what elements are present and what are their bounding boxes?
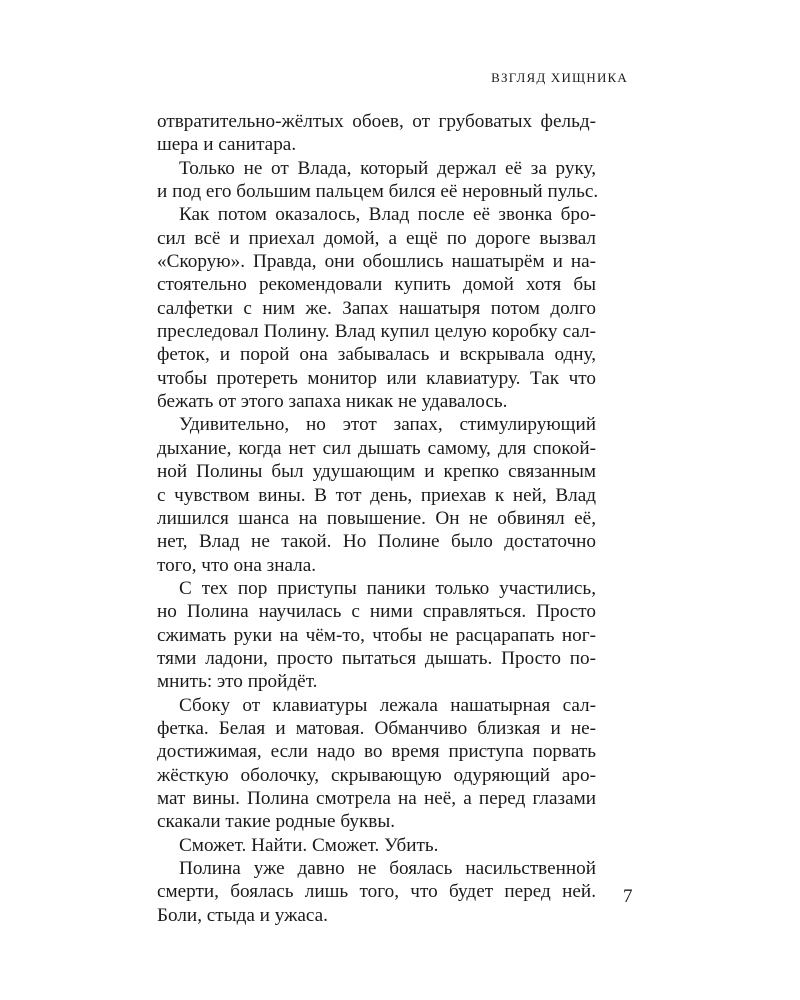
paragraph	[157, 577, 596, 694]
text-line: скакали такие родные буквы.	[157, 811, 396, 833]
text-line: сжимать руки на чём-то, чтобы не расцарапать ног-	[157, 624, 596, 646]
paragraph	[157, 110, 596, 157]
text-line: дыхание, когда нет сил дышать самому, для спокой-	[157, 437, 596, 459]
text-line: преследовал Полину. Влад купил целую коробку сал-	[157, 321, 596, 343]
text-line: Боли, стыда и ужаса.	[157, 904, 328, 926]
paragraph	[157, 157, 599, 204]
paragraph	[157, 857, 596, 927]
text-line: с чувством вины. В тот день, приехав к ней, Влад	[157, 484, 596, 506]
text-line: тями ладони, просто пытаться дышать. Просто по-	[157, 647, 596, 669]
text-line: того, что она знала.	[157, 554, 317, 576]
text-line: мнить: это пройдёт.	[157, 671, 318, 693]
text-line: достижимая, если надо во время приступа порвать	[157, 741, 596, 763]
page-number: 7	[623, 886, 633, 907]
text-line: Сбоку от клавиатуры лежала нашатырная сал-	[179, 694, 596, 716]
text-line: но Полина научилась с ними справляться. Просто	[157, 601, 596, 623]
text-line: Удивительно, но этот запах, стимулирующий	[179, 414, 596, 436]
text-line: нет, Влад не такой. Но Полине было достаточно	[157, 531, 596, 553]
text-line: чтобы протереть монитор или клавиатуру. Так что	[157, 367, 596, 389]
text-line: мат вины. Полина смотрела на неё, а перед глазами	[157, 787, 596, 809]
paragraph	[157, 834, 596, 857]
text-line: Сможет. Найти. Сможет. Убить.	[179, 834, 439, 856]
paragraph	[157, 694, 596, 834]
body-text	[157, 110, 599, 927]
text-line: феток, и порой она забывалась и вскрывала одну,	[157, 344, 596, 366]
text-line: Только не от Влада, который держал её за руку,	[179, 157, 596, 179]
text-line: «Скорую». Правда, они обошлись нашатырём и на-	[157, 251, 596, 273]
text-line: шера и санитара.	[157, 134, 297, 156]
text-line: смерти, боялась лишь того, что будет перед ней.	[157, 881, 596, 903]
text-line: салфетки с ним же. Запах нашатыря потом долго	[157, 297, 596, 319]
paragraph	[157, 413, 596, 576]
text-line: фетка. Белая и матовая. Обманчиво близкая и не-	[157, 717, 596, 739]
text-line: ной Полины был удушающим и крепко связанным	[157, 461, 596, 483]
text-line: Полина уже давно не боялась насильственной	[179, 858, 596, 879]
text-line: С тех пор приступы паники только участились,	[179, 577, 596, 599]
text-line: отвратительно-жёлтых обоев, от грубоватых фельд-	[157, 111, 596, 132]
text-line: Как потом оказалось, Влад после её звонка бро-	[179, 204, 596, 226]
text-line: сил всё и приехал домой, а ещё по дороге вызвал	[157, 227, 596, 249]
text-line: лишился шанса на повышение. Он не обвинял её,	[157, 507, 596, 529]
text-line: стоятельно рекомендовали купить домой хотя бы	[157, 274, 596, 296]
running-head: ВЗГЛЯД ХИЩНИКА	[491, 70, 628, 85]
text-line: жёсткую оболочку, скрывающую одуряющий аро-	[157, 764, 596, 786]
text-line: бежать от этого запаха никак не удавалось.	[157, 391, 508, 413]
text-line: и под его большим пальцем бился её неровный пульс.	[157, 181, 599, 203]
paragraph	[157, 203, 596, 413]
